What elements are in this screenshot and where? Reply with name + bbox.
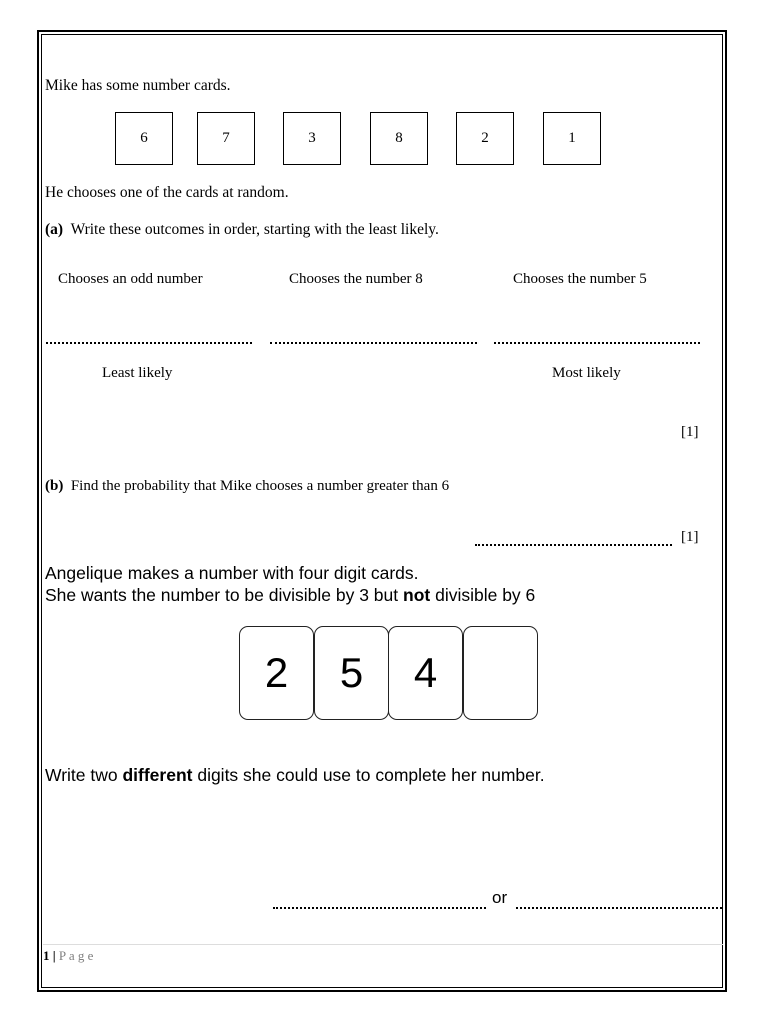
outcome-eight: Chooses the number 8 bbox=[289, 271, 423, 287]
q2-line2-post: divisible by 6 bbox=[430, 585, 536, 605]
page-separator: | bbox=[52, 948, 56, 963]
q2-line1: Angelique makes a number with four digit cards. bbox=[45, 563, 419, 583]
digit-card: 4 bbox=[388, 626, 463, 720]
or-text: or bbox=[492, 888, 508, 907]
part-b-answer-line[interactable] bbox=[475, 544, 672, 546]
q1-intro: Mike has some number cards. bbox=[45, 77, 231, 94]
q2-write-post: digits she could use to complete her number. bbox=[192, 765, 545, 785]
number-card: 2 bbox=[456, 112, 514, 165]
digit-card-blank[interactable] bbox=[463, 626, 538, 720]
number-card: 6 bbox=[115, 112, 173, 165]
number-card: 1 bbox=[543, 112, 601, 165]
digit-answer-line-2[interactable] bbox=[516, 907, 722, 909]
q2-write-bold: different bbox=[122, 765, 193, 785]
number-card: 3 bbox=[283, 112, 341, 165]
part-b-question bbox=[45, 478, 449, 495]
most-likely-label: Most likely bbox=[552, 365, 621, 381]
part-a-text: Write these outcomes in order, starting with the least likely. bbox=[70, 221, 439, 238]
number-card: 8 bbox=[370, 112, 428, 165]
digit-card: 5 bbox=[314, 626, 389, 720]
outcome-odd: Chooses an odd number bbox=[58, 271, 203, 287]
answer-line-1[interactable] bbox=[46, 342, 252, 344]
answer-line-2[interactable] bbox=[270, 342, 477, 344]
q2-write-instruction bbox=[45, 765, 545, 786]
part-b-text: Find the probability that Mike chooses a number greater than 6 bbox=[70, 478, 450, 494]
q2-line2-pre: She wants the number to be divisible by 3 but bbox=[45, 585, 403, 605]
digit-card: 2 bbox=[239, 626, 314, 720]
digit-answer-line-1[interactable] bbox=[273, 907, 486, 909]
footer-divider bbox=[43, 944, 723, 945]
page-number: 1 bbox=[43, 948, 50, 963]
number-card: 7 bbox=[197, 112, 255, 165]
outcome-five: Chooses the number 5 bbox=[513, 271, 647, 287]
part-b-mark: [1] bbox=[681, 529, 699, 545]
part-a-label: (a) bbox=[45, 221, 64, 238]
page-border-inner bbox=[41, 34, 723, 988]
part-a-question bbox=[45, 221, 439, 239]
q2-line2-bold: not bbox=[403, 585, 431, 605]
page-footer bbox=[43, 948, 93, 964]
part-b-label: (b) bbox=[45, 478, 64, 494]
page-word: P a g e bbox=[58, 948, 94, 963]
q1-random-text: He chooses one of the cards at random. bbox=[45, 184, 289, 201]
part-a-mark: [1] bbox=[681, 424, 699, 440]
least-likely-label: Least likely bbox=[102, 365, 173, 381]
answer-line-3[interactable] bbox=[494, 342, 700, 344]
q2-write-pre: Write two bbox=[45, 765, 123, 785]
q2-line2 bbox=[45, 585, 535, 606]
